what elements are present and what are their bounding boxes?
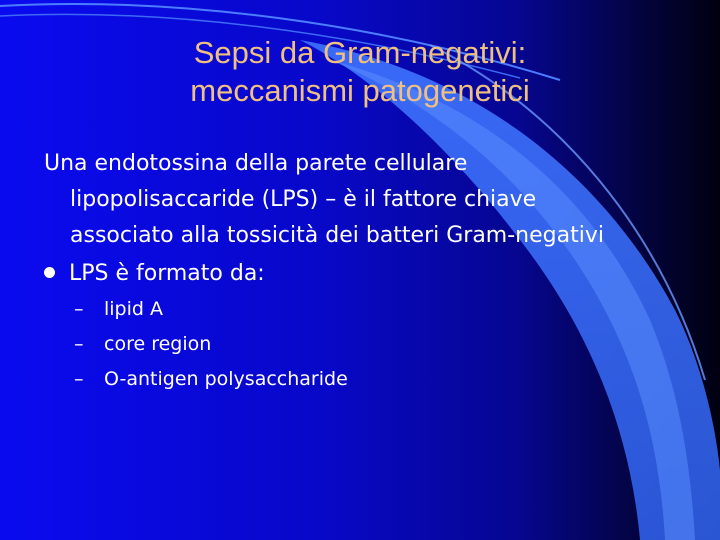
dash-icon: – [74, 333, 84, 355]
bullet-dot-icon [44, 267, 55, 278]
sub-item-text: lipid A [104, 298, 163, 320]
dash-icon: – [74, 298, 84, 320]
title-line-1: Sepsi da Gram-negativi: [193, 35, 527, 70]
paragraph-line-2: lipopolisaccaride (LPS) – è il fattore chiave [70, 187, 537, 212]
title-line-2: meccanismi patogenetici [190, 73, 530, 108]
paragraph-line-3: associato alla tossicità dei batteri Gram-negativi [70, 223, 604, 248]
dash-icon: – [74, 368, 84, 390]
slide-title [90, 34, 630, 110]
intro-paragraph [44, 146, 684, 254]
sub-item [74, 331, 211, 357]
sub-item-text: core region [104, 333, 212, 355]
bullet-text: LPS è formato da: [69, 261, 265, 286]
bullet-item [44, 256, 265, 292]
paragraph-line-1: Una endotossina della parete cellulare [44, 151, 468, 176]
sub-item-text: O-antigen polysaccharide [104, 368, 348, 390]
sub-item [74, 366, 348, 392]
sub-item [74, 296, 163, 322]
